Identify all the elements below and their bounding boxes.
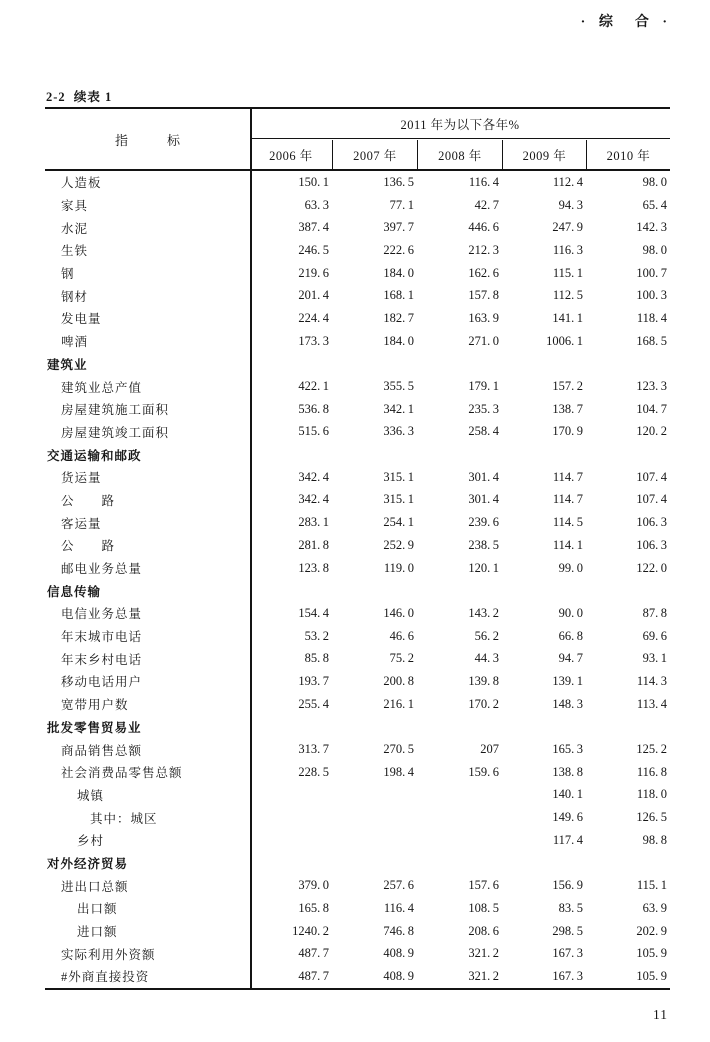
row-label: 进口额 [77, 925, 118, 940]
table-row [45, 239, 670, 262]
cell-value: 105. 9 [636, 968, 667, 983]
cell-value: 119. 0 [383, 560, 414, 575]
row-label: 年末城市电话 [61, 630, 143, 645]
cell-value: 120. 2 [636, 424, 667, 439]
table-row [45, 557, 670, 580]
row-label: 钢 [61, 267, 75, 282]
cell-value: 113. 4 [636, 696, 667, 711]
table-row [45, 806, 670, 829]
table-row [45, 647, 670, 670]
cell-value: 136. 5 [383, 174, 414, 189]
cell-value: 150. 1 [298, 174, 329, 189]
cell-value: 53. 2 [304, 628, 329, 643]
cell-value: 157. 8 [468, 288, 499, 303]
cell-value: 165. 3 [552, 742, 583, 757]
cell-value: 107. 4 [636, 492, 667, 507]
cell-value: 87. 8 [642, 605, 667, 620]
cell-value: 238. 5 [468, 537, 499, 552]
cell-value: 162. 6 [468, 265, 499, 280]
cell-value: 44. 3 [474, 651, 499, 666]
cell-value: 104. 7 [636, 401, 667, 416]
cell-value: 117. 4 [552, 832, 583, 847]
cell-value: 313. 7 [298, 742, 329, 757]
cell-value: 141. 1 [552, 310, 583, 325]
cell-value: 170. 2 [468, 696, 499, 711]
cell-value: 98. 0 [642, 242, 667, 257]
cell-value: 139. 8 [468, 673, 499, 688]
year-header-row [250, 140, 670, 169]
cell-value: 66. 8 [558, 628, 583, 643]
cell-value: 247. 9 [552, 220, 583, 235]
cell-value: 198. 4 [383, 764, 414, 779]
row-label: 公 路 [61, 539, 116, 554]
row-label: 年末乡村电话 [61, 652, 143, 667]
cell-value: 123. 8 [298, 560, 329, 575]
cell-value: 63. 9 [642, 900, 667, 915]
cell-value: 1006. 1 [546, 333, 583, 348]
year-column-header: 2009 年 [502, 140, 586, 169]
cell-value: 207 [480, 742, 499, 757]
cell-value: 184. 0 [383, 265, 414, 280]
cell-value: 112. 5 [552, 288, 583, 303]
cell-value: 65. 4 [642, 197, 667, 212]
cell-value: 202. 9 [636, 923, 667, 938]
cell-value: 105. 9 [636, 946, 667, 961]
table-row [45, 194, 670, 217]
cell-value: 281. 8 [298, 537, 329, 552]
row-label: 房屋建筑竣工面积 [61, 425, 170, 440]
cell-value: 487. 7 [298, 946, 329, 961]
table-row [45, 466, 670, 489]
cell-value: 379. 0 [298, 878, 329, 893]
cell-value: 154. 4 [298, 605, 329, 620]
cell-value: 228. 5 [298, 764, 329, 779]
table-row [45, 761, 670, 784]
section-header-label: 建筑业 [47, 357, 88, 372]
cell-value: 200. 8 [383, 673, 414, 688]
cell-value: 165. 8 [298, 900, 329, 915]
cell-value: 63. 3 [304, 197, 329, 212]
cell-value: 422. 1 [298, 379, 329, 394]
cell-value: 167. 3 [552, 968, 583, 983]
cell-value: 270. 5 [383, 742, 414, 757]
row-label: 钢材 [61, 289, 89, 304]
cell-value: 252. 9 [383, 537, 414, 552]
section-corner-title: · 综 合 · [580, 15, 672, 30]
table-row [45, 942, 670, 965]
cell-value: 100. 3 [636, 288, 667, 303]
cell-value: 170. 9 [552, 424, 583, 439]
cell-value: 283. 1 [298, 515, 329, 530]
cell-value: 114. 3 [636, 673, 667, 688]
cell-value: 75. 2 [389, 651, 414, 666]
row-label: 电信业务总量 [61, 607, 143, 622]
cell-value: 163. 9 [468, 310, 499, 325]
table-row [45, 874, 670, 897]
cell-value: 138. 7 [552, 401, 583, 416]
cell-value: 98. 0 [642, 174, 667, 189]
cell-value: 224. 4 [298, 310, 329, 325]
cell-value: 138. 8 [552, 764, 583, 779]
cell-value: 100. 7 [636, 265, 667, 280]
table-row [45, 262, 670, 285]
cell-value: 315. 1 [383, 492, 414, 507]
row-label: 货运量 [61, 471, 102, 486]
table-row [45, 421, 670, 444]
cell-value: 115. 1 [636, 878, 667, 893]
cell-value: 219. 6 [298, 265, 329, 280]
cell-value: 321. 2 [468, 968, 499, 983]
table-row [45, 784, 670, 807]
table-row [45, 829, 670, 852]
cell-value: 179. 1 [468, 379, 499, 394]
cell-value: 126. 5 [636, 810, 667, 825]
cell-value: 216. 1 [383, 696, 414, 711]
row-label: 水泥 [61, 221, 89, 236]
cell-value: 115. 1 [552, 265, 583, 280]
page-number: 11 [653, 1007, 668, 1022]
row-label: 邮电业务总量 [61, 562, 143, 577]
row-label: 乡村 [77, 834, 105, 849]
cell-value: 139. 1 [552, 673, 583, 688]
table-row [45, 693, 670, 716]
cell-value: 140. 1 [552, 787, 583, 802]
section-header-label: 交通运输和邮政 [47, 448, 142, 463]
cell-value: 1240. 2 [292, 923, 329, 938]
cell-value: 182. 7 [383, 310, 414, 325]
cell-value: 208. 6 [468, 923, 499, 938]
cell-value: 408. 9 [383, 968, 414, 983]
cell-value: 257. 6 [383, 878, 414, 893]
row-label: 宽带用户数 [61, 698, 129, 713]
row-label: 其中：城区 [90, 811, 158, 826]
row-label: 商品销售总额 [61, 743, 143, 758]
row-label: 移动电话用户 [61, 675, 143, 690]
cell-value: 90. 0 [558, 605, 583, 620]
cell-value: 271. 0 [468, 333, 499, 348]
cell-value: 408. 9 [383, 946, 414, 961]
cell-value: 298. 5 [552, 923, 583, 938]
cell-value: 387. 4 [298, 220, 329, 235]
cell-value: 118. 4 [636, 310, 667, 325]
statistics-table [45, 107, 670, 990]
row-label: 出口额 [77, 902, 118, 917]
row-label: 公 路 [61, 493, 116, 508]
row-label: 实际利用外资额 [61, 947, 156, 962]
cell-value: 746. 8 [383, 923, 414, 938]
cell-value: 142. 3 [636, 220, 667, 235]
cell-value: 254. 1 [383, 515, 414, 530]
cell-value: 116. 4 [383, 900, 414, 915]
cell-value: 355. 5 [383, 379, 414, 394]
year-column-header: 2007 年 [332, 140, 417, 169]
cell-value: 106. 3 [636, 515, 667, 530]
table-body [45, 171, 670, 988]
year-column-header: 2008 年 [417, 140, 502, 169]
cell-value: 336. 3 [383, 424, 414, 439]
cell-value: 156. 9 [552, 878, 583, 893]
cell-value: 246. 5 [298, 242, 329, 257]
table-row [45, 738, 670, 761]
row-label: 城镇 [77, 788, 105, 803]
cell-value: 85. 8 [304, 651, 329, 666]
row-label: 发电量 [61, 312, 102, 327]
cell-value: 149. 6 [552, 810, 583, 825]
spanning-column-header: 2011 年为以下各年% [250, 109, 670, 139]
cell-value: 114. 7 [552, 492, 583, 507]
row-label: 建筑业总产值 [61, 380, 143, 395]
table-caption: 2-2 续表 1 [46, 90, 113, 104]
table-row [45, 489, 670, 512]
cell-value: 446. 6 [468, 220, 499, 235]
cell-value: 108. 5 [468, 900, 499, 915]
indicator-column-header: 指 标 [114, 132, 180, 148]
section-header-label: 信息传输 [47, 584, 102, 599]
cell-value: 342. 4 [298, 469, 329, 484]
cell-value: 301. 4 [468, 492, 499, 507]
cell-value: 342. 4 [298, 492, 329, 507]
row-label: 人造板 [61, 176, 102, 191]
cell-value: 93. 1 [642, 651, 667, 666]
cell-value: 116. 4 [468, 174, 499, 189]
cell-value: 94. 3 [558, 197, 583, 212]
cell-value: 255. 4 [298, 696, 329, 711]
cell-value: 212. 3 [468, 242, 499, 257]
section-header-label: 批发零售贸易业 [47, 720, 142, 735]
table-row [45, 330, 670, 353]
table-row [45, 171, 670, 194]
cell-value: 112. 4 [552, 174, 583, 189]
cell-value: 235. 3 [468, 401, 499, 416]
cell-value: 146. 0 [383, 605, 414, 620]
table-row [45, 625, 670, 648]
table-row [45, 965, 670, 988]
cell-value: 120. 1 [468, 560, 499, 575]
cell-value: 77. 1 [389, 197, 414, 212]
cell-value: 536. 8 [298, 401, 329, 416]
cell-value: 125. 2 [636, 742, 667, 757]
cell-value: 114. 1 [552, 537, 583, 552]
cell-value: 315. 1 [383, 469, 414, 484]
cell-value: 94. 7 [558, 651, 583, 666]
cell-value: 122. 0 [636, 560, 667, 575]
cell-value: 157. 6 [468, 878, 499, 893]
cell-value: 159. 6 [468, 764, 499, 779]
cell-value: 193. 7 [298, 673, 329, 688]
cell-value: 168. 5 [636, 333, 667, 348]
cell-value: 258. 4 [468, 424, 499, 439]
cell-value: 123. 3 [636, 379, 667, 394]
cell-value: 42. 7 [474, 197, 499, 212]
cell-value: 321. 2 [468, 946, 499, 961]
cell-value: 116. 8 [636, 764, 667, 779]
row-label: 生铁 [61, 244, 89, 259]
table-row [45, 852, 670, 875]
table-row [45, 353, 670, 376]
cell-value: 184. 0 [383, 333, 414, 348]
table-row [45, 897, 670, 920]
cell-value: 118. 0 [636, 787, 667, 802]
cell-value: 148. 3 [552, 696, 583, 711]
table-row [45, 602, 670, 625]
table-row [45, 284, 670, 307]
row-label: 家具 [61, 199, 89, 214]
cell-value: 56. 2 [474, 628, 499, 643]
table-row [45, 398, 670, 421]
row-label: #外商直接投资 [61, 970, 150, 985]
cell-value: 106. 3 [636, 537, 667, 552]
section-header-label: 对外经济贸易 [47, 856, 129, 871]
cell-value: 342. 1 [383, 401, 414, 416]
cell-value: 173. 3 [298, 333, 329, 348]
cell-value: 168. 1 [383, 288, 414, 303]
table-row [45, 716, 670, 739]
table-row [45, 920, 670, 943]
cell-value: 201. 4 [298, 288, 329, 303]
cell-value: 98. 8 [642, 832, 667, 847]
table-row [45, 216, 670, 239]
row-label: 客运量 [61, 516, 102, 531]
table-row [45, 443, 670, 466]
cell-value: 114. 5 [552, 515, 583, 530]
table-row [45, 670, 670, 693]
table-row [45, 307, 670, 330]
cell-value: 99. 0 [558, 560, 583, 575]
cell-value: 239. 6 [468, 515, 499, 530]
cell-value: 301. 4 [468, 469, 499, 484]
row-label: 社会消费品零售总额 [61, 766, 183, 781]
table-row [45, 534, 670, 557]
table-header [45, 109, 670, 171]
table-row [45, 579, 670, 602]
table-row [45, 511, 670, 534]
cell-value: 107. 4 [636, 469, 667, 484]
cell-value: 157. 2 [552, 379, 583, 394]
cell-value: 222. 6 [383, 242, 414, 257]
cell-value: 167. 3 [552, 946, 583, 961]
stub-divider-line [250, 109, 252, 988]
cell-value: 114. 7 [552, 469, 583, 484]
row-label: 进出口总额 [61, 879, 129, 894]
cell-value: 143. 2 [468, 605, 499, 620]
cell-value: 46. 6 [389, 628, 414, 643]
cell-value: 515. 6 [298, 424, 329, 439]
row-label: 啤酒 [61, 335, 89, 350]
cell-value: 83. 5 [558, 900, 583, 915]
cell-value: 116. 3 [552, 242, 583, 257]
year-column-header: 2010 年 [586, 140, 670, 169]
row-label: 房屋建筑施工面积 [61, 403, 170, 418]
year-column-header: 2006 年 [269, 148, 313, 163]
cell-value: 487. 7 [298, 968, 329, 983]
table-row [45, 375, 670, 398]
cell-value: 397. 7 [383, 220, 414, 235]
cell-value: 69. 6 [642, 628, 667, 643]
